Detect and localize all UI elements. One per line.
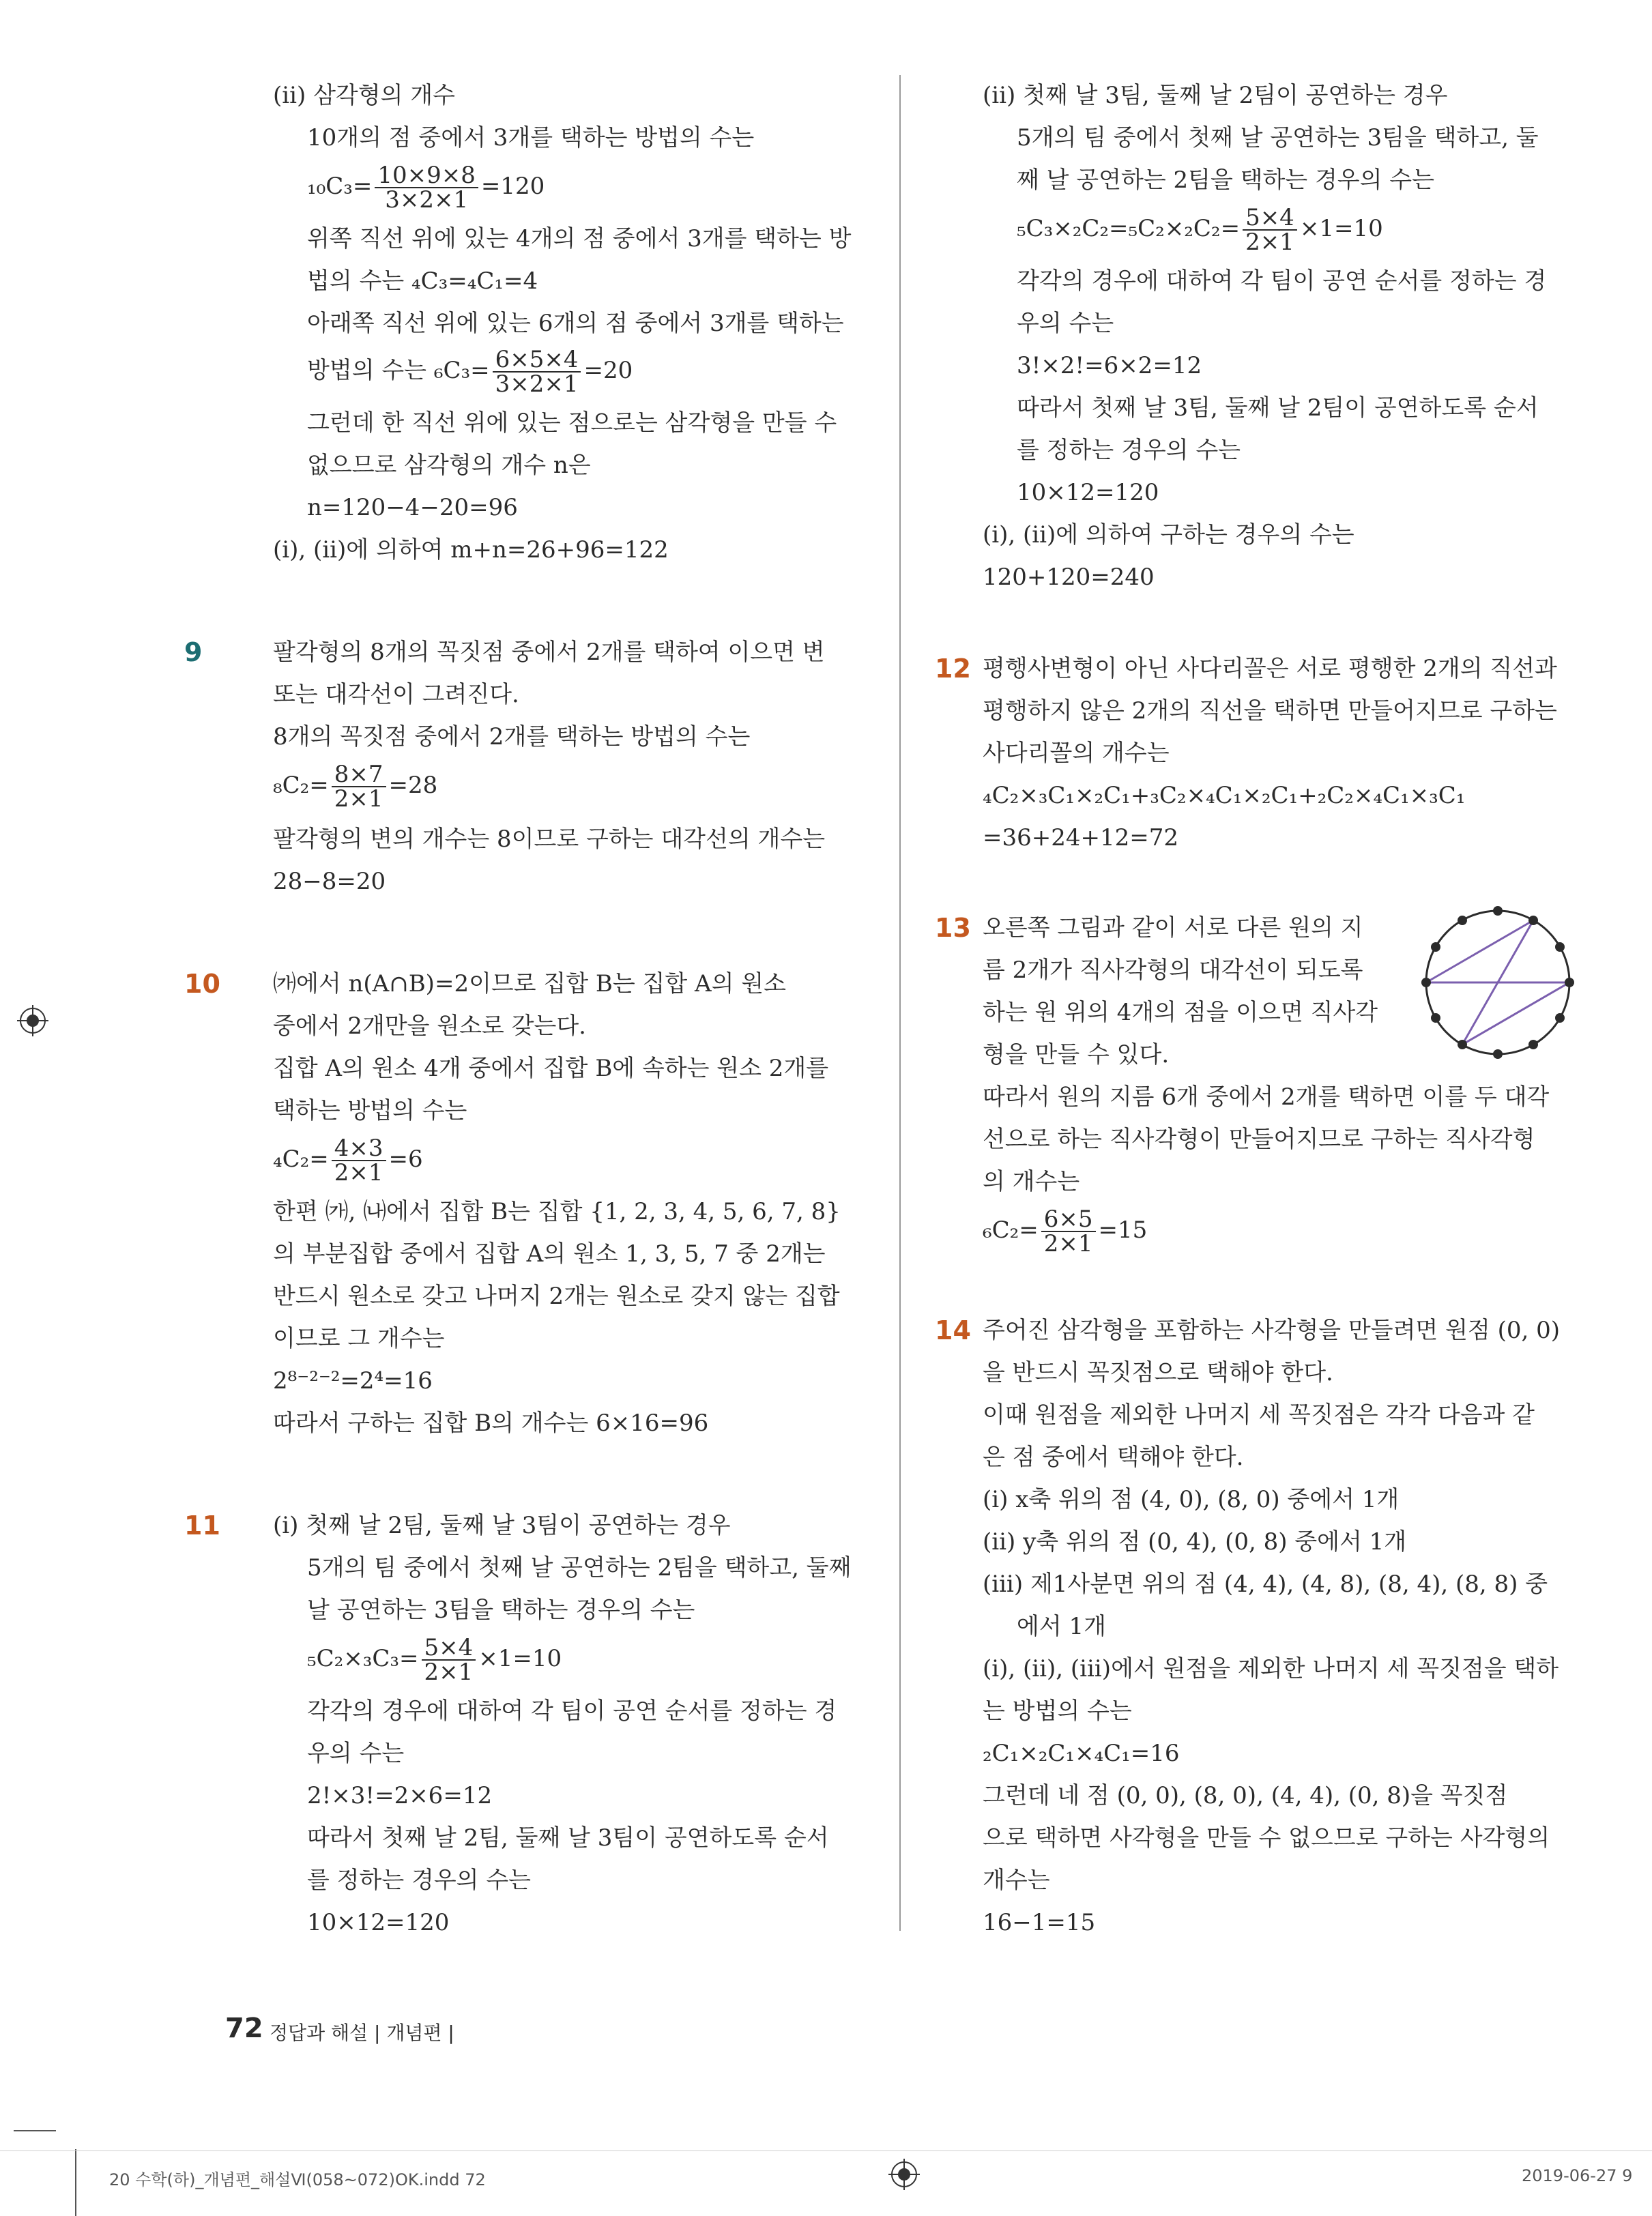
formula-line: ₆C₂= $\frac{6\times 5}{2\times 1}$ =15 xyxy=(983,1206,1148,1257)
text-line: 2⁸⁻²⁻²=2⁴=16 xyxy=(273,1367,433,1395)
formula-line: 방법의 수는 ₆C₃= $\frac{6\times 5\times 4}{3\times 2\times 1}$ =20 xyxy=(307,346,633,398)
text-line: 법의 수는 ₄C₃=₄C₁=4 xyxy=(307,267,538,295)
problem-number: 10 xyxy=(184,969,220,999)
text-line: (ⅱ) 삼각형의 개수 xyxy=(273,82,455,109)
rectangle-side xyxy=(1426,920,1533,982)
text-line: 아래쪽 직선 위에 있는 6개의 점 중에서 3개를 택하는 xyxy=(307,310,844,337)
registration-mark-icon xyxy=(888,2159,920,2190)
text-line: 10×12=120 xyxy=(1017,479,1159,506)
text-line: 따라서 첫째 날 2팀, 둘째 날 3팀이 공연하도록 순서 xyxy=(307,1824,829,1852)
text-line: 를 정하는 경우의 수는 xyxy=(307,1867,532,1894)
text-line: 팔각형의 변의 개수는 8이므로 구하는 대각선의 개수는 xyxy=(273,826,826,853)
text-line: 팔각형의 8개의 꼭짓점 중에서 2개를 택하여 이으면 변 xyxy=(273,639,825,666)
text-line: 각각의 경우에 대하여 각 팀이 공연 순서를 정하는 경 xyxy=(307,1697,837,1725)
crop-mark xyxy=(75,2149,76,2216)
text-line: 의 개수는 xyxy=(983,1168,1080,1195)
text-line: 2!×3!=2×6=12 xyxy=(307,1782,493,1809)
text-line: (ⅰ), (ⅱ)에 의하여 구하는 경우의 수는 xyxy=(983,521,1354,549)
text-line: 주어진 삼각형을 포함하는 사각형을 만들려면 원점 (0, 0) xyxy=(983,1317,1560,1344)
problem-number: 9 xyxy=(184,637,203,667)
text-line: (ⅰ) x축 위의 점 (4, 0), (8, 0) 중에서 1개 xyxy=(983,1486,1400,1513)
text-line: 오른쪽 그림과 같이 서로 다른 원의 지 xyxy=(983,914,1363,942)
text-line: (ⅰ), (ⅱ)에 의하여 m+n=26+96=122 xyxy=(273,536,669,564)
text-line: 의 부분집합 중에서 집합 A의 원소 1, 3, 5, 7 중 2개는 xyxy=(273,1240,826,1268)
circle-rectangle-figure xyxy=(1419,904,1576,1061)
formula-line: ₄C₂= $\frac{4\times 3}{2\times 1}$ =6 xyxy=(273,1135,423,1186)
text-line: 평행하지 않은 2개의 직선을 택하면 만들어지므로 구하는 xyxy=(983,697,1557,725)
formula-line: ₈C₂= $\frac{8\times 7}{2\times 1}$ =28 xyxy=(273,761,438,813)
text-line: 그런데 네 점 (0, 0), (8, 0), (4, 4), (0, 8)을 꼭짓점 xyxy=(983,1782,1508,1809)
text-line: 우의 수는 xyxy=(1017,310,1114,337)
text-line: 째 날 공연하는 2팀을 택하는 경우의 수는 xyxy=(1017,166,1434,194)
text-line: 10개의 점 중에서 3개를 택하는 방법의 수는 xyxy=(307,124,755,151)
text-line: 16−1=15 xyxy=(983,1909,1096,1936)
text-line: 한편 ㈎, ㈏에서 집합 B는 집합 {1, 2, 3, 4, 5, 6, 7, 8} xyxy=(273,1198,841,1225)
text-line: (ⅰ), (ⅱ), (ⅲ)에서 원점을 제외한 나머지 세 꼭짓점을 택하 xyxy=(983,1655,1559,1682)
text-line: 28−8=20 xyxy=(273,868,386,895)
text-line: 따라서 첫째 날 3팀, 둘째 날 2팀이 공연하도록 순서 xyxy=(1017,394,1539,422)
text-line: ₄C₂×₃C₁×₂C₁+₃C₂×₄C₁×₂C₁+₂C₂×₄C₁×₃C₁ xyxy=(983,782,1466,809)
text-line: 를 정하는 경우의 수는 xyxy=(1017,437,1241,464)
text-line: 또는 대각선이 그려진다. xyxy=(273,681,519,708)
slug-date: 2019-06-27 9 xyxy=(1522,2166,1633,2185)
slug-file-name: 20 수학(하)_개념편_해설Ⅵ(058~072)OK.indd 72 xyxy=(109,2170,486,2189)
text-line: 사다리꼴의 개수는 xyxy=(983,740,1170,767)
rectangle-side xyxy=(1462,982,1569,1045)
text-line: 형을 만들 수 있다. xyxy=(983,1041,1170,1068)
text-line: 이때 원점을 제외한 나머지 세 꼭짓점은 각각 다음과 같 xyxy=(983,1401,1535,1429)
text-line: 으로 택하면 사각형을 만들 수 없으므로 구하는 사각형의 xyxy=(983,1824,1550,1852)
text-line: 8개의 꼭짓점 중에서 2개를 택하는 방법의 수는 xyxy=(273,723,751,750)
text-line: 5개의 팀 중에서 첫째 날 공연하는 3팀을 택하고, 둘 xyxy=(1017,124,1539,151)
text-line: =36+24+12=72 xyxy=(983,824,1179,851)
text-line: 은 점 중에서 택해야 한다. xyxy=(983,1444,1244,1471)
footer-section-label: 정답과 해설 | 개념편 | xyxy=(270,2022,454,2044)
text-line: 을 반드시 꼭짓점으로 택해야 한다. xyxy=(983,1359,1333,1386)
text-line: 5개의 팀 중에서 첫째 날 공연하는 2팀을 택하고, 둘째 xyxy=(307,1554,852,1581)
column-divider xyxy=(899,75,901,1931)
text-line: 각각의 경우에 대하여 각 팀이 공연 순서를 정하는 경 xyxy=(1017,267,1547,295)
text-line: 선으로 하는 직사각형이 만들어지므로 구하는 직사각형 xyxy=(983,1126,1535,1153)
problem-number: 13 xyxy=(935,913,971,943)
text-line: 는 방법의 수는 xyxy=(983,1697,1132,1725)
text-line: (ⅰ) 첫째 날 2팀, 둘째 날 3팀이 공연하는 경우 xyxy=(273,1512,731,1539)
formula-line: ₅C₂×₃C₃= $\frac{5\times 4}{2\times 1}$ ×1=10 xyxy=(307,1634,562,1686)
text-line: ㈎에서 n(A∩B)=2이므로 집합 B는 집합 A의 원소 xyxy=(273,970,786,997)
text-line: 중에서 2개만을 원소로 갖는다. xyxy=(273,1012,586,1040)
text-line: 에서 1개 xyxy=(1017,1613,1106,1640)
text-line: 우의 수는 xyxy=(307,1740,405,1767)
text-line: 평행사변형이 아닌 사다리꼴은 서로 평행한 2개의 직선과 xyxy=(983,655,1557,682)
crop-mark xyxy=(14,2130,56,2131)
text-line: 따라서 구하는 집합 B의 개수는 6×16=96 xyxy=(273,1410,709,1437)
text-line: 위쪽 직선 위에 있는 4개의 점 중에서 3개를 택하는 방 xyxy=(307,225,852,252)
text-line: ₂C₁×₂C₁×₄C₁=16 xyxy=(983,1740,1180,1767)
text-line: 120+120=240 xyxy=(983,564,1155,591)
text-line: (ⅲ) 제1사분면 위의 점 (4, 4), (4, 8), (8, 4), (8, 8) 중 xyxy=(983,1571,1548,1598)
page-number: 72 xyxy=(225,2013,263,2044)
text-line: 그런데 한 직선 위에 있는 점으로는 삼각형을 만들 수 xyxy=(307,409,837,437)
text-line: 름 2개가 직사각형의 대각선이 되도록 xyxy=(983,957,1363,984)
problem-number: 12 xyxy=(935,654,971,684)
problem-number: 14 xyxy=(935,1315,971,1345)
text-line: 반드시 원소로 갖고 나머지 2개는 원소로 갖지 않는 집합 xyxy=(273,1283,840,1310)
text-line: (ⅱ) 첫째 날 3팀, 둘째 날 2팀이 공연하는 경우 xyxy=(983,82,1448,109)
registration-mark-icon xyxy=(17,1005,48,1036)
formula-line: ₁₀C₃= $\frac{10\times 9\times 8}{3\times 2\times 1}$ =120 xyxy=(307,162,545,214)
text-line: 따라서 원의 지름 6개 중에서 2개를 택하면 이를 두 대각 xyxy=(983,1083,1550,1111)
text-line: 3!×2!=6×2=12 xyxy=(1017,352,1202,379)
text-line: 하는 원 위의 4개의 점을 이으면 직사각 xyxy=(983,999,1378,1026)
text-line: 집합 A의 원소 4개 중에서 집합 B에 속하는 원소 2개를 xyxy=(273,1055,829,1082)
text-line: 날 공연하는 3팀을 택하는 경우의 수는 xyxy=(307,1597,695,1624)
problem-number: 11 xyxy=(184,1511,220,1541)
formula-line: ₅C₃×₂C₂=₅C₂×₂C₂= $\frac{5\times 4}{2\times 1}$ ×1=10 xyxy=(1017,204,1383,256)
text-line: 이므로 그 개수는 xyxy=(273,1325,445,1352)
text-line: 없으므로 삼각형의 개수 n은 xyxy=(307,452,591,479)
text-line: 개수는 xyxy=(983,1867,1050,1894)
text-line: 택하는 방법의 수는 xyxy=(273,1097,467,1124)
text-line: (ⅱ) y축 위의 점 (0, 4), (0, 8) 중에서 1개 xyxy=(983,1528,1407,1556)
text-line: 10×12=120 xyxy=(307,1909,450,1936)
text-line: n=120−4−20=96 xyxy=(307,494,518,521)
